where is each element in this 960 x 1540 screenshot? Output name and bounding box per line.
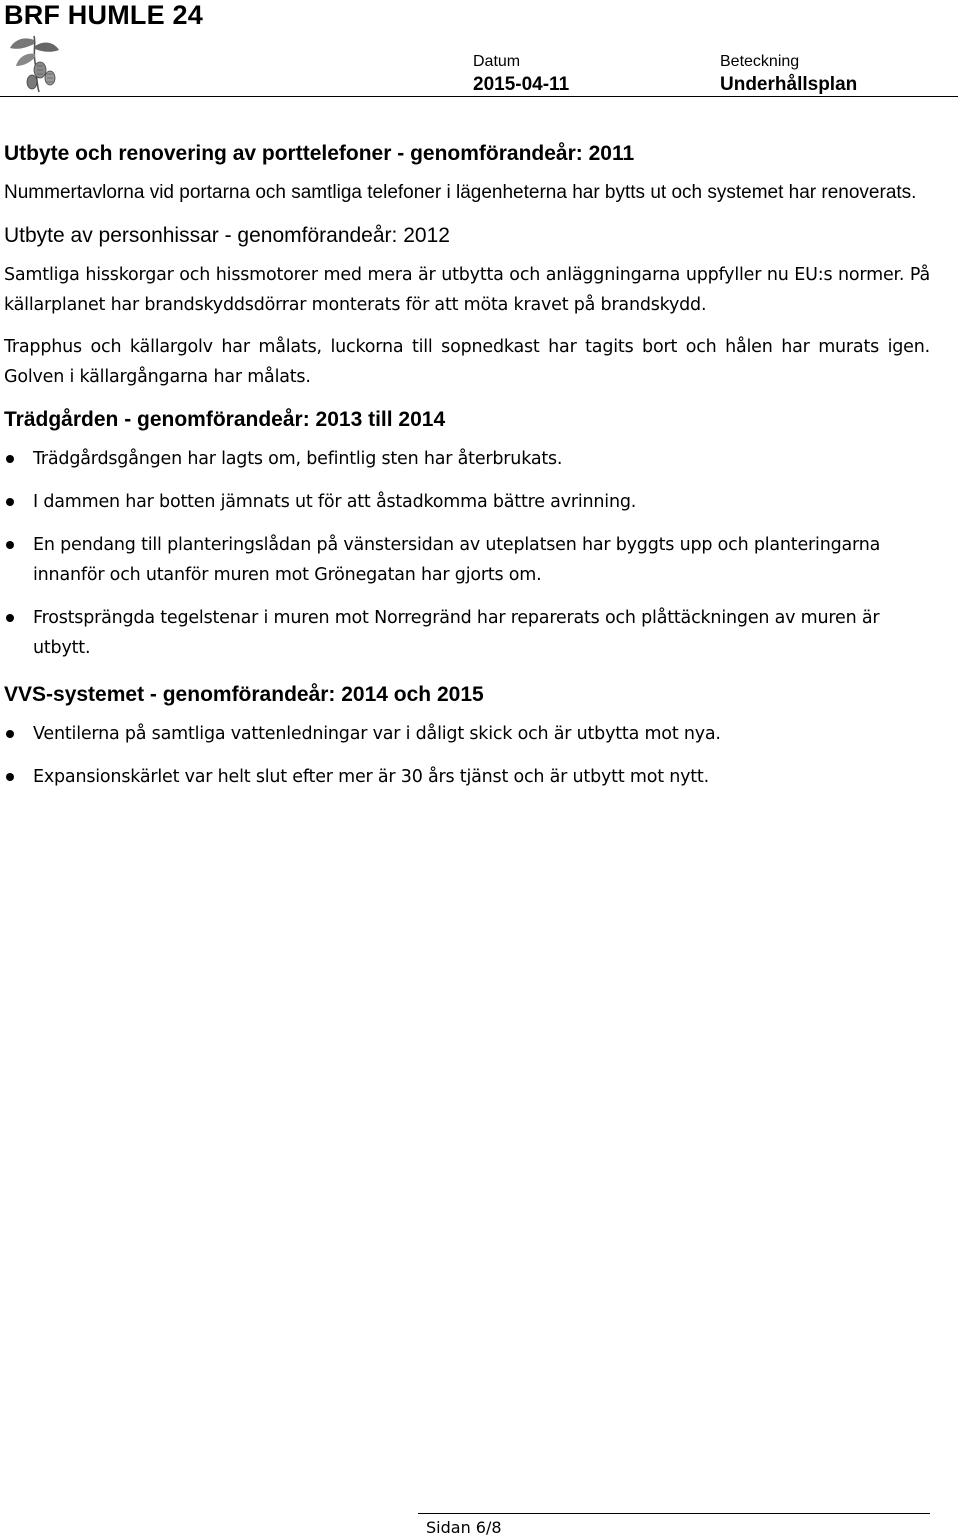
bullet-icon (6, 773, 14, 781)
bullet-icon (6, 541, 14, 549)
list-item (4, 444, 930, 474)
bullet-icon (6, 614, 14, 622)
header-divider (0, 96, 958, 97)
list-item (4, 603, 930, 663)
bullet-list-vvs (4, 719, 930, 792)
section-heading-vvs: VVS-systemet - genomförandeår: 2014 och 2015 (4, 683, 484, 706)
date-block (473, 52, 569, 98)
reference-block (720, 52, 857, 98)
list-item-text: Expansionskärlet var helt slut efter mer är 30 års tjänst och är utbytt mot nytt. (33, 767, 709, 787)
bullet-icon (6, 455, 14, 463)
section-text-porttelefoner: Nummertavlorna vid portarna och samtliga telefoner i lägenheterna har bytts ut och systemet har renoverats. (4, 182, 917, 203)
list-item-text: Frostsprängda tegelstenar i muren mot Norregränd har reparerats och plåttäckningen av muren är utbytt. (33, 608, 880, 658)
section-heading-personhissar: Utbyte av personhissar - genomförandeår: 2012 (4, 224, 450, 247)
footer-divider (418, 1513, 930, 1514)
hop-plant-logo (6, 32, 62, 94)
document-body (4, 142, 930, 792)
date-label: Datum (473, 53, 521, 70)
list-item (4, 719, 930, 749)
page-number: Sidan 6/8 (426, 1518, 502, 1537)
section-heading-porttelefoner: Utbyte och renovering av porttelefoner - genomförandeår: 2011 (4, 142, 635, 165)
reference-value: Underhållsplan (720, 74, 858, 95)
section-text-personhissar: Samtliga hisskorgar och hissmotorer med mera är utbytta och anläggningarna uppfyller nu EU:s normer. På källarplanet har brandskyddsdörrar monterats för att möta kravet på brandskydd. (4, 265, 930, 315)
bullet-icon (6, 730, 14, 738)
section-heading-tradgarden: Trädgården - genomförandeår: 2013 till 2014 (4, 408, 446, 431)
list-item-text: Ventilerna på samtliga vattenledningar var i dåligt skick och är utbytta mot nya. (33, 724, 721, 744)
list-item-text: Trädgårdsgången har lagts om, befintlig sten har återbrukats. (33, 449, 563, 469)
reference-label: Beteckning (720, 53, 800, 70)
list-item (4, 762, 930, 792)
list-item (4, 487, 930, 517)
section-text-trapphus: Trapphus och källargolv har målats, luckorna till sopnedkast har tagits bort och hålen har murats igen. Golven i källargångarna har målats. (4, 337, 930, 387)
list-item-text: En pendang till planteringslådan på vänstersidan av uteplatsen har byggts upp och planteringarna innanför och utanför muren mot Grönegatan har gjorts om. (33, 535, 881, 585)
list-item (4, 530, 930, 590)
bullet-icon (6, 498, 14, 506)
date-value: 2015-04-11 (473, 74, 570, 95)
bullet-list-tradgarden (4, 444, 930, 663)
list-item-text: I dammen har botten jämnats ut för att åstadkomma bättre avrinning. (33, 492, 637, 512)
organization-title: BRF HUMLE 24 (4, 0, 203, 30)
